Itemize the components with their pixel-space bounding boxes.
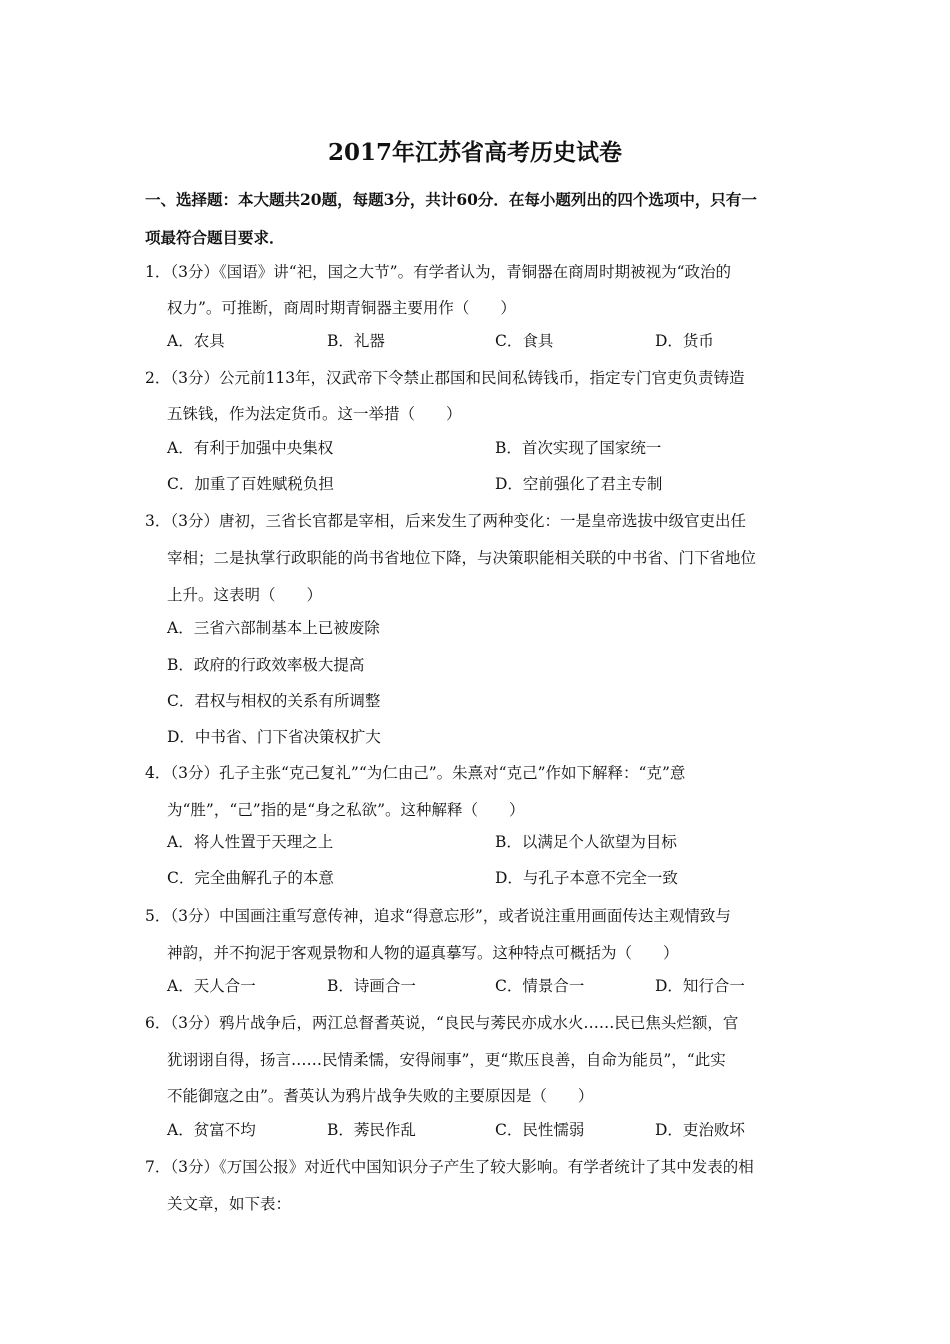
q5-line-1: 5．（3分）中国画注重写意传神，追求“得意忘形”，或者说注重用画面传达主观情致与 [145, 907, 731, 925]
q4-option-d: D．与孔子本意不完全一致 [495, 869, 678, 887]
q6-line-1: 6．（3分）鸦片战争后，两江总督耆英说，“良民与莠民亦成水火……民已焦头烂额，官 [145, 1014, 739, 1032]
q1-line-1: 1．（3分）《国语》讲“祀，国之大节”。有学者认为，青铜器在商周时期被视为“政治的 [145, 263, 731, 281]
q2-option-c: C．加重了百姓赋税负担 [167, 475, 334, 493]
q4-option-b: B．以满足个人欲望为目标 [495, 833, 677, 851]
q3-line-3: 上升。这表明（ ） [167, 586, 323, 604]
exam-title: 2017年江苏省高考历史试卷 [327, 139, 622, 166]
section-heading-line-2: 项最符合题目要求． [145, 228, 285, 247]
q4-option-c: C．完全曲解孔子的本意 [167, 869, 334, 887]
q6-option-b: B．莠民作乱 [327, 1121, 416, 1139]
q1-line-2: 权力”。可推断，商周时期青铜器主要用作（ ） [167, 299, 516, 317]
q2-option-a: A．有利于加强中央集权 [167, 439, 334, 457]
q5-option-c: C．情景合一 [495, 977, 585, 995]
q2-line-2: 五铢钱，作为法定货币。这一举措（ ） [167, 405, 462, 423]
q5-option-d: D．知行合一 [655, 977, 745, 995]
q5-line-2: 神韵，并不拘泥于客观景物和人物的逼真摹写。这种特点可概括为（ ） [167, 944, 679, 962]
q4-line-1: 4．（3分）孔子主张“克己复礼”“为仁由己”。朱熹对“克己”作如下解释：“克”意 [145, 764, 686, 782]
q3-option-c: C．君权与相权的关系有所调整 [167, 692, 381, 710]
q6-option-c: C．民性懦弱 [495, 1121, 585, 1139]
q5-option-a: A．天人合一 [167, 977, 256, 995]
q6-option-a: A．贫富不均 [167, 1121, 256, 1139]
q2-option-b: B．首次实现了国家统一 [495, 439, 662, 457]
q5-option-b: B．诗画合一 [327, 977, 416, 995]
q3-line-1: 3．（3分）唐初，三省长官都是宰相，后来发生了两种变化：一是皇帝选拔中级官吏出任 [145, 512, 746, 530]
q7-line-1: 7．（3分）《万国公报》对近代中国知识分子产生了较大影响。有学者统计了其中发表的相 [145, 1158, 754, 1176]
q3-option-a: A．三省六部制基本上已被废除 [167, 619, 380, 637]
q2-line-1: 2．（3分）公元前113年，汉武帝下令禁止郡国和民间私铸钱币，指定专门官吏负责铸造 [145, 369, 745, 387]
q6-line-2: 犹诩诩自得，扬言……民情柔懦，安得闹事”，更“欺压良善，自命为能员”，“此实 [167, 1051, 726, 1069]
q3-option-d: D．中书省、门下省决策权扩大 [167, 728, 381, 746]
q3-line-2: 宰相；二是执掌行政职能的尚书省地位下降，与决策职能相关联的中书省、门下省地位 [167, 549, 757, 567]
q4-option-a: A．将人性置于天理之上 [167, 833, 334, 851]
q3-option-b: B．政府的行政效率极大提高 [167, 656, 365, 674]
q1-option-b: B．礼器 [327, 332, 385, 350]
q6-option-d: D．吏治败坏 [655, 1121, 745, 1139]
q2-option-d: D．空前强化了君主专制 [495, 475, 663, 493]
q1-option-c: C．食具 [495, 332, 554, 350]
q1-option-d: D．货币 [655, 332, 714, 350]
q7-line-2: 关文章，如下表： [167, 1195, 292, 1213]
q1-option-a: A．农具 [167, 332, 225, 350]
section-heading-line-1: 一、选择题：本大题共20题，每题3分，共计60分．在每小题列出的四个选项中，只有一 [145, 190, 757, 209]
q4-line-2: 为“胜”，“己”指的是“身之私欲”。这种解释（ ） [167, 801, 525, 819]
q6-line-3: 不能御寇之由”。耆英认为鸦片战争失败的主要原因是（ ） [167, 1087, 594, 1105]
